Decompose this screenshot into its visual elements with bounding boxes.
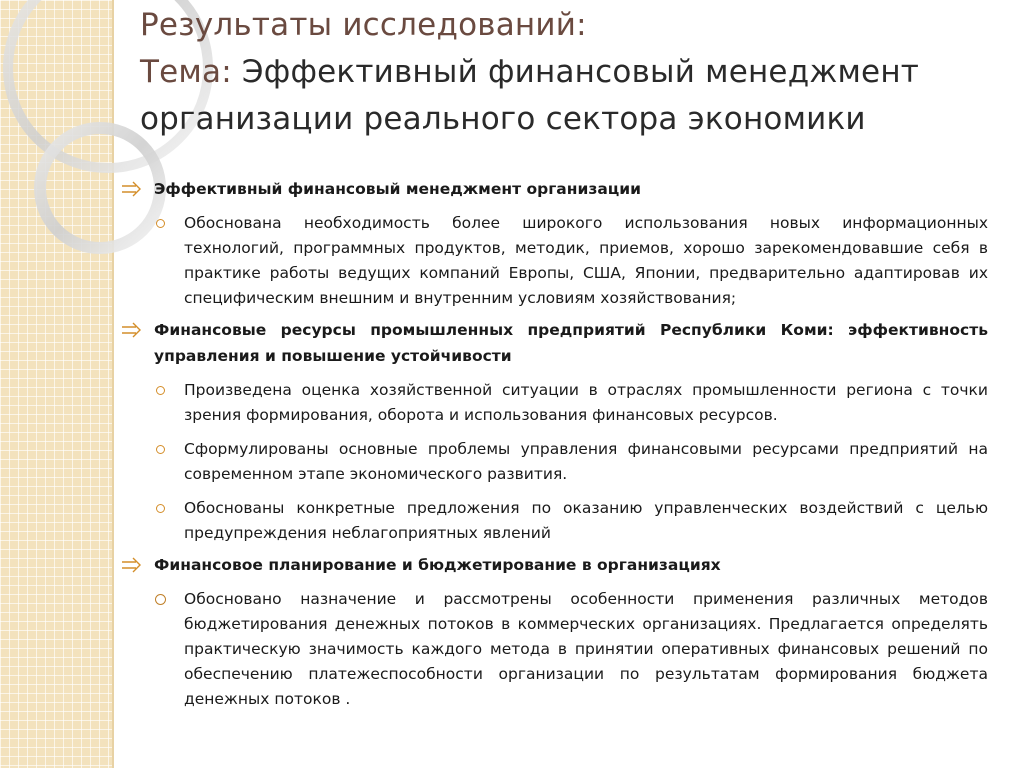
list-item-text: Обоснованы конкретные предложения по оказанию управленческих воздействий с целью предупреждения неблагоприятных явлений	[184, 499, 988, 542]
list-item	[120, 211, 988, 311]
list-item-text: Сформулированы основные проблемы управления финансовыми ресурсами предприятий на современном этапе экономического развития.	[184, 440, 988, 483]
circle-bullet-icon	[155, 594, 166, 605]
circle-bullet-icon	[156, 386, 165, 395]
section-heading-text: Эффективный финансовый менеджмент организации	[154, 180, 642, 198]
section-heading-text: Финансовые ресурсы промышленных предприятий Республики Коми: эффективность управления и повышение устойчивости	[154, 321, 988, 365]
list-item-text: Обоснована необходимость более широкого использования новых информационных технологий, программных продуктов, методик, приемов, хорошо зарекомендовавшие себя в практике работы ведущих компаний Европы, США, Японии, предварительно адаптировав их специфическим внешним и внутренним условиям хозяйствования;	[184, 214, 988, 307]
title-topic-text: Эффективный финансовый менеджмент	[231, 54, 920, 90]
slide-title	[140, 2, 1000, 143]
circle-bullet-icon	[156, 445, 165, 454]
double-arrow-icon	[120, 320, 144, 340]
list-item	[120, 496, 988, 546]
section-heading-text: Финансовое планирование и бюджетирование в организациях	[154, 556, 721, 574]
title-line-3: организации реального сектора экономики	[140, 101, 866, 137]
double-arrow-icon	[120, 555, 144, 575]
title-topic-label: Тема:	[140, 54, 232, 90]
slide-content	[120, 170, 988, 712]
title-line-2	[140, 49, 1000, 96]
list-item-text: Обосновано назначение и рассмотрены особенности применения различных методов бюджетирования денежных потоков в коммерческих организациях. Предлагается определять практическую значимость каждого метода в принятии оперативных финансовых решений по обеспечению платежеспособности организации по результатам формирования бюджета денежных потоков .	[184, 590, 988, 708]
section-heading-1	[120, 176, 988, 202]
list-item	[120, 378, 988, 428]
section-heading-2	[120, 317, 988, 369]
list-item	[120, 437, 988, 487]
circle-bullet-icon	[156, 219, 165, 228]
double-arrow-icon	[120, 179, 144, 199]
section-heading-3	[120, 552, 988, 578]
circle-bullet-icon	[156, 504, 165, 513]
list-item	[120, 587, 988, 712]
list-item-text: Произведена оценка хозяйственной ситуации в отраслях промышленности региона с точки зрения формирования, оборота и использования финансовых ресурсов.	[184, 381, 988, 424]
title-line-1: Результаты исследований:	[140, 7, 587, 43]
